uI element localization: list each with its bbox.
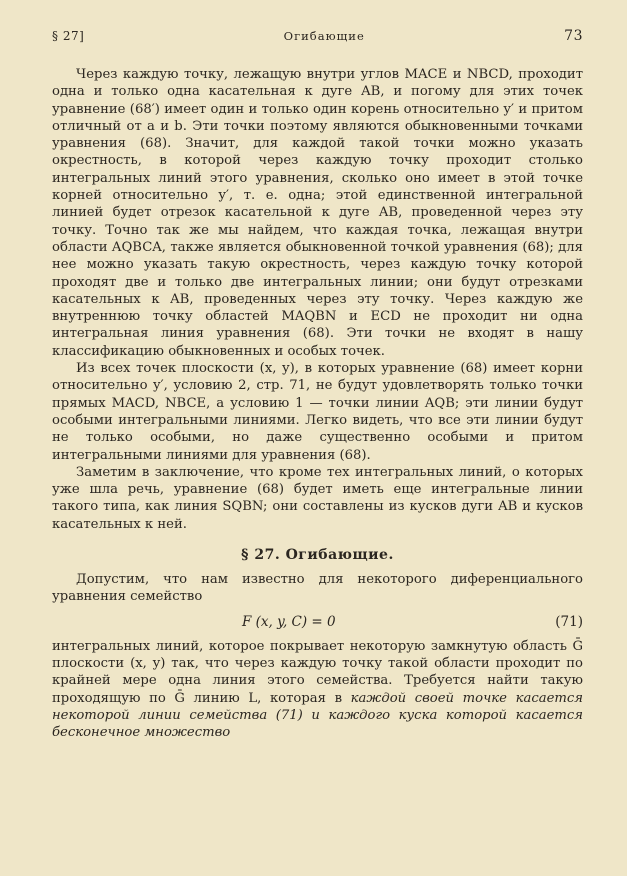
after-formula-text: интегральных линий, которое покрывает некоторую замкнутую область Ḡ плоскости (x, y) так, что через каждую точку такой области проходит по крайней мере одна линия этого семейства. Требуется найти такую проходящую по Ḡ линию L, которая в: [52, 638, 583, 706]
after-formula-paragraph: [52, 638, 583, 742]
section-heading: § 27. Огибающие.: [241, 547, 394, 564]
header-running-title: Огибающие: [283, 29, 365, 43]
formula-number: (71): [555, 613, 583, 630]
paragraph-2: Из всех точек плоскости (x, y), в которых уравнение (68) имеет корни относительно y′, условию 2, стр. 71, не будут удовлетворять только точки прямых MACD, NBCE, а условию 1 — точки линии AQB; эти линии будут особыми интегральными линиями. Легко видеть, что все эти линии будут не только особыми, но даже существенно особыми и притом интегральными линиями для уравнения (68).: [52, 361, 583, 463]
header-section-ref: § 27]: [52, 29, 85, 43]
paragraph-1: Через каждую точку, лежащую внутри углов MACE и NBCD, проходит одна и только одна касательная к дуге AB, и погому для этих точек уравнение (68′) имеет один и только один корень относительно y′ и притом отличный от a и b. Эти точки поэтому являются обыкновенными точками уравнения (68). Значит, для каждой такой точки можно указать окрестность, в которой через каждую точку проходит столько интегральных линий этого уравнения, сколько оно имеет в этой точке корней относительно y′, т. е. одна; этой единственной интегральной линией будет отрезок касательной к дуге AB, проведенной через эту точку. Точно так же мы найдем, что каждая точка, лежащая внутри области AQBCA, также является обыкновенной точкой уравнения (68); для нее можно указать такую окрестность, через каждую точку которой проходят две и только две интегральных линии; они будут отрезками касательных к AB, проведенных через эту точку. Через каждую же внутреннюю точку областей MAQBN и ECD не проходит ни одна интегральная линия уравнения (68). Эти точки не входят в нашу классификацию обыкновенных и особых точек.: [52, 67, 583, 359]
after-formula-italic: каждой своей точке касается некоторой линии семейства (71) и каждого куска которой касается бесконечное множество: [52, 690, 583, 741]
intro-paragraph: Допустим, что нам известно для некоторого диференциального уравнения семейство: [52, 572, 583, 605]
page-header: [52, 28, 583, 44]
header-page-number: 73: [564, 28, 583, 44]
formula-71: [52, 614, 583, 630]
formula-expression: F (x, y, C) = 0: [242, 613, 336, 630]
paragraph-3: Заметим в заключение, что кроме тех интегральных линий, о которых уже шла речь, уравнение (68) будет иметь еще интегральные линии такого типа, как линия SQBN; они составлены из кусков дуги AB и кусков касательных к ней.: [52, 464, 583, 532]
